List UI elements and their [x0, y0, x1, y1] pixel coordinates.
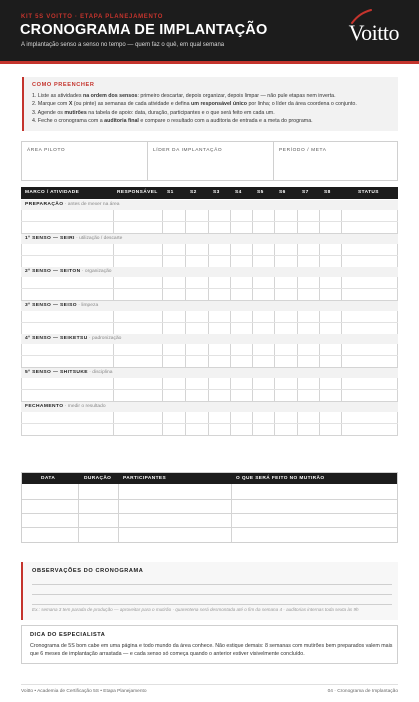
phase-block: [21, 200, 398, 234]
col-week: S3: [213, 190, 220, 195]
header-accent-bar: [0, 61, 419, 64]
phase-block: [21, 301, 398, 335]
grid-header: [21, 187, 398, 199]
observations-title: OBSERVAÇÕES DO CRONOGRAMA: [32, 568, 144, 574]
mutirao-header: [22, 473, 397, 484]
area-field[interactable]: [22, 142, 148, 180]
info-fields: [21, 141, 398, 181]
grid-row-line: [21, 423, 398, 424]
mutirao-row-line: [22, 499, 397, 500]
howto-step: 2. Marque com X (ou pinte) as semanas de cada atividade e defina um responsável único por linha; o líder da área coordena o conjunto.: [32, 101, 357, 108]
grid-row-line: [21, 322, 398, 323]
kicker: [21, 14, 163, 20]
phase-label: 3º SENSO — SEISO · limpeza: [21, 301, 398, 311]
mutirao-row-line: [22, 513, 397, 514]
col-week: S8: [324, 190, 331, 195]
phase-block: [21, 402, 398, 436]
leader-label: LÍDER DA IMPLANTAÇÃO: [153, 148, 223, 153]
tip-title: DICA DO ESPECIALISTA: [30, 632, 106, 638]
phase-block: [21, 234, 398, 268]
mutirao-table: [21, 472, 398, 543]
kicker-prefix: KIT 5S VOITTO: [21, 14, 73, 20]
phase-label: 4º SENSO — SEIKETSU · padronização: [21, 334, 398, 344]
page-subtitle: A implantação senso a senso no tempo — quem faz o quê, em qual semana: [21, 42, 225, 48]
col-participants: PARTICIPANTES: [123, 476, 167, 481]
grid-row-line: [21, 255, 398, 256]
tip-text: Cronograma de 5S bom cabe em uma página e todo mundo da área conhece. Não estique demais: 8 semanas com mutirões bem preparados valem mais que 6 meses de implantação arrastada — e cada senso só começa quando o anterior estiver visivelmente concluído.: [30, 643, 393, 657]
col-week: S4: [235, 190, 242, 195]
page-title: CRONOGRAMA DE IMPLANTAÇÃO: [20, 22, 268, 38]
area-label: ÁREA PILOTO: [27, 148, 66, 153]
kicker-separator: ·: [72, 14, 81, 20]
footer-left: Voitto • Academia de Certificação 5S • Etapa Planejamento: [21, 689, 147, 694]
grid-row-line: [21, 355, 398, 356]
howto-title: COMO PREENCHER: [32, 82, 95, 88]
kicker-suffix: ETAPA PLANEJAMENTO: [80, 14, 164, 20]
phase-label: FECHAMENTO · medir o resultado: [21, 402, 398, 412]
col-owner: RESPONSÁVEL: [117, 190, 158, 195]
col-week: S6: [279, 190, 286, 195]
period-field[interactable]: [274, 142, 397, 180]
observations-hint: Ex.: semana 3 tem parada de produção — aproveitar para o mutirão · quarentena será desmontada até o fim da semana 4 · auditorias internas toda sexta às 9h: [32, 607, 359, 612]
col-week: S5: [257, 190, 264, 195]
footer-divider: [21, 684, 398, 685]
col-week: S2: [190, 190, 197, 195]
phase-label: PREPARAÇÃO · antes de mexer na área: [21, 200, 398, 210]
grid-row-line: [21, 389, 398, 390]
writing-line: [32, 584, 392, 585]
page-header: [0, 0, 419, 61]
period-label: PERÍODO / META: [279, 148, 327, 153]
expert-tip-box: [21, 625, 398, 664]
writing-line: [32, 604, 392, 605]
phase-label: 5º SENSO — SHITSUKE · disciplina: [21, 368, 398, 378]
phase-block: [21, 368, 398, 402]
howto-step: 3. Agende os mutirões na tabela de apoio: data, duração, participantes e o que será feito em cada um.: [32, 109, 275, 116]
howto-box: [22, 77, 398, 131]
col-activity: MARCO / ATIVIDADE: [25, 190, 80, 195]
phase-block: [21, 334, 398, 368]
leader-field[interactable]: [148, 142, 274, 180]
observations-box[interactable]: [21, 562, 398, 620]
howto-steps: [32, 92, 357, 126]
phase-label: 1º SENSO — SEIRI · utilização / descarte: [21, 234, 398, 244]
col-week: S1: [167, 190, 174, 195]
howto-step: 1. Liste as atividades na ordem dos sensos: primeiro descartar, depois organizar, depois limpar — não pule etapas nem inverta.: [32, 93, 336, 99]
col-date: DATA: [41, 476, 56, 481]
phase-label: 2º SENSO — SEITON · organização: [21, 267, 398, 277]
footer-right: 04 · Cronograma de Implantação: [327, 689, 398, 694]
col-duration: DURAÇÃO: [84, 476, 112, 481]
grid-row-line: [21, 435, 398, 436]
voitto-logo: Voitto: [348, 20, 399, 45]
howto-step: 4. Feche o cronograma com a auditoria final e compare o resultado com a auditoria de entrada e a meta do programa.: [32, 118, 313, 125]
mutirao-row-line: [22, 527, 397, 528]
col-status: STATUS: [358, 190, 379, 195]
col-week: S7: [302, 190, 309, 195]
writing-line: [32, 594, 392, 595]
grid-row-line: [21, 221, 398, 222]
phase-block: [21, 267, 398, 301]
grid-row-line: [21, 288, 398, 289]
col-what: O QUE SERÁ FEITO NO MUTIRÃO: [236, 476, 325, 481]
